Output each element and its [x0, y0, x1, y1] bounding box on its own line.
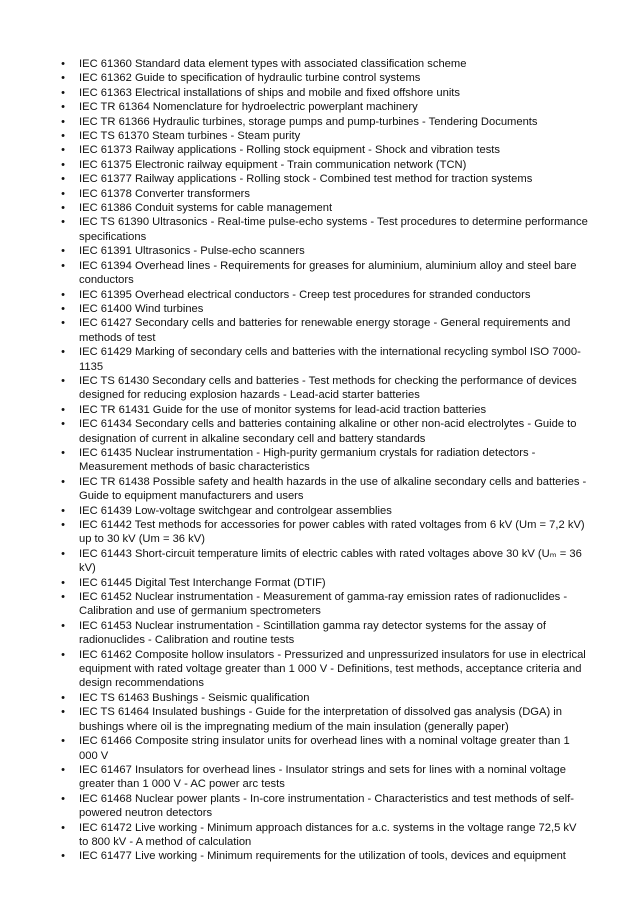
- list-item-text: IEC TS 61390 Ultrasonics - Real-time pulse-echo systems - Test procedures to determine performance specifications: [79, 216, 588, 243]
- list-item: [58, 302, 588, 316]
- bullet-icon: •: [61, 735, 65, 748]
- list-item-text: IEC 61467 Insulators for overhead lines - Insulator strings and sets for lines with a nominal voltage greater than 1 000 V - AC power arc tests: [79, 763, 566, 791]
- list-item: [58, 374, 588, 403]
- list-item: [58, 201, 588, 215]
- list-item: [58, 705, 588, 734]
- list-item-text: IEC 61443 Short-circuit temperature limits of electric cables with rated voltages above 30 kV (Uₘ = 36 kV): [79, 547, 582, 575]
- list-item: [58, 475, 588, 504]
- list-item: [58, 115, 588, 129]
- list-item-text: IEC 61395 Overhead electrical conductors - Creep test procedures for stranded conductors: [79, 288, 531, 301]
- bullet-icon: •: [61, 72, 65, 85]
- list-item-text: IEC 61429 Marking of secondary cells and batteries with the international recycling symbol ISO 7000-1135: [79, 346, 581, 373]
- list-item-text: IEC 61386 Conduit systems for cable management: [79, 202, 333, 215]
- bullet-icon: •: [61, 691, 65, 704]
- bullet-icon: •: [61, 418, 65, 431]
- list-item-text: IEC 61452 Nuclear instrumentation - Measurement of gamma-ray emission rates of radionuclides - Calibration and use of germanium spectrometers: [79, 591, 568, 618]
- list-item: [58, 763, 588, 792]
- list-item-text: IEC 61400 Wind turbines: [79, 302, 204, 315]
- bullet-icon: •: [61, 302, 65, 315]
- bullet-icon: •: [61, 763, 65, 776]
- list-item: [58, 849, 588, 863]
- list-item-text: IEC TR 61366 Hydraulic turbines, storage pumps and pump-turbines - Tendering Documents: [79, 115, 538, 128]
- bullet-icon: •: [61, 519, 65, 531]
- bullet-icon: •: [61, 547, 65, 560]
- list-item: [58, 215, 588, 244]
- list-item-text: IEC TR 61364 Nomenclature for hydroelectric powerplant machinery: [79, 101, 418, 114]
- list-item-text: IEC 61442 Test methods for accessories for power cables with rated voltages from 6 kV (Um = 7,2 kV) up to 30 kV (Um = 36 kV): [79, 519, 585, 546]
- list-item: [58, 143, 588, 157]
- list-item-text: IEC 61373 Railway applications - Rolling stock equipment - Shock and vibration tests: [79, 144, 500, 157]
- list-item-text: IEC TS 61464 Insulated bushings - Guide for the interpretation of dissolved gas analysis (DGA) in bushings where oil is the impregnating medium of the main insulation (generally paper): [79, 706, 562, 733]
- list-item: [58, 590, 588, 619]
- list-item-text: IEC 61434 Secondary cells and batteries containing alkaline or other non-acid electrolytes - Guide to designation of current in alkaline secondary cell and battery standards: [79, 418, 577, 445]
- list-item-text: IEC 61362 Guide to specification of hydraulic turbine control systems: [79, 72, 421, 85]
- list-item-text: IEC 61472 Live working - Minimum approach distances for a.c. systems in the voltage range 72,5 kV to 800 kV - A method of calculation: [79, 821, 577, 848]
- list-item-text: IEC 61477 Live working - Minimum requirements for the utilization of tools, devices and equipment: [79, 850, 566, 863]
- list-item: [58, 821, 588, 850]
- list-item: [58, 129, 588, 143]
- list-item: [58, 504, 588, 518]
- bullet-icon: •: [61, 259, 65, 272]
- bullet-icon: •: [61, 158, 65, 171]
- list-item-text: IEC 61445 Digital Test Interchange Format (DTIF): [79, 576, 326, 589]
- list-item-text: IEC 61435 Nuclear instrumentation - High-purity germanium crystals for radiation detectors - Measurement methods of basic characteristics: [79, 446, 536, 474]
- bullet-icon: •: [61, 706, 65, 719]
- list-item: [58, 518, 588, 547]
- list-item: [58, 734, 588, 763]
- list-item-text: IEC 61391 Ultrasonics - Pulse-echo scanners: [79, 245, 305, 258]
- list-item-text: IEC 61363 Electrical installations of ships and mobile and fixed offshore units: [79, 86, 461, 99]
- bullet-icon: •: [61, 144, 65, 157]
- bullet-icon: •: [61, 446, 65, 459]
- list-item-text: IEC TR 61438 Possible safety and health hazards in the use of alkaline secondary cells and batteries - Guide to equipment manufacturers and users: [79, 475, 587, 503]
- standards-list: [58, 57, 588, 864]
- bullet-icon: •: [61, 850, 65, 863]
- list-item: [58, 316, 588, 345]
- bullet-icon: •: [61, 475, 65, 488]
- list-item: [58, 576, 588, 590]
- bullet-icon: •: [61, 288, 65, 301]
- list-item-text: IEC 61394 Overhead lines - Requirements for greases for aluminium, aluminium alloy and steel bare conductors: [79, 259, 577, 287]
- list-item: [58, 792, 588, 821]
- list-item-text: IEC 61468 Nuclear power plants - In-core instrumentation - Characteristics and test methods of self-powered neutron detectors: [79, 792, 574, 820]
- bullet-icon: •: [61, 58, 65, 70]
- bullet-icon: •: [61, 792, 65, 805]
- list-item: [58, 244, 588, 258]
- list-item: [58, 259, 588, 288]
- bullet-icon: •: [61, 130, 65, 143]
- list-item: [58, 158, 588, 172]
- bullet-icon: •: [61, 115, 65, 128]
- list-item-text: IEC 61439 Low-voltage switchgear and controlgear assemblies: [79, 504, 392, 517]
- list-item: [58, 172, 588, 186]
- list-item: [58, 691, 588, 705]
- bullet-icon: •: [61, 216, 65, 229]
- bullet-icon: •: [61, 504, 65, 517]
- list-item: [58, 547, 588, 576]
- bullet-icon: •: [61, 245, 65, 258]
- list-item-text: IEC 61375 Electronic railway equipment - Train communication network (TCN): [79, 158, 467, 171]
- list-item-text: IEC TS 61463 Bushings - Seismic qualification: [79, 691, 310, 704]
- bullet-icon: •: [61, 374, 65, 387]
- list-item: [58, 100, 588, 114]
- list-item: [58, 403, 588, 417]
- list-item: [58, 288, 588, 302]
- list-item-text: IEC 61462 Composite hollow insulators - Pressurized and unpressurized insulators for use in electrical equipment with rated voltage greater than 1 000 V - Definitions, test methods, acceptance criteria and design recommendations: [79, 648, 586, 690]
- list-item: [58, 57, 588, 71]
- bullet-icon: •: [61, 187, 65, 200]
- bullet-icon: •: [61, 202, 65, 215]
- list-item-text: IEC 61427 Secondary cells and batteries for renewable energy storage - General requirements and methods of test: [79, 317, 571, 344]
- bullet-icon: •: [61, 403, 65, 416]
- list-item-text: IEC TR 61431 Guide for the use of monitor systems for lead-acid traction batteries: [79, 403, 487, 416]
- bullet-icon: •: [61, 317, 65, 330]
- list-item-text: IEC TS 61430 Secondary cells and batteries - Test methods for checking the performance of devices designed for reducing explosion hazards - Lead-acid starter batteries: [79, 374, 577, 402]
- list-item: [58, 417, 588, 446]
- bullet-icon: •: [61, 821, 65, 834]
- list-item: [58, 619, 588, 648]
- list-item: [58, 648, 588, 691]
- bullet-icon: •: [61, 619, 65, 632]
- list-item-text: IEC 61377 Railway applications - Rolling stock - Combined test method for traction systems: [79, 173, 533, 186]
- bullet-icon: •: [61, 648, 65, 661]
- bullet-icon: •: [61, 101, 65, 114]
- list-item-text: IEC 61378 Converter transformers: [79, 187, 250, 200]
- bullet-icon: •: [61, 86, 65, 99]
- bullet-icon: •: [61, 591, 65, 604]
- list-item: [58, 71, 588, 85]
- list-item-text: IEC 61466 Composite string insulator units for overhead lines with a nominal voltage greater than 1 000 V: [79, 735, 570, 762]
- list-item-text: IEC 61453 Nuclear instrumentation - Scintillation gamma ray detector systems for the assay of radionuclides - Calibration and routine tests: [79, 619, 546, 647]
- list-item: [58, 345, 588, 374]
- bullet-icon: •: [61, 346, 65, 359]
- list-item: [58, 187, 588, 201]
- bullet-icon: •: [61, 173, 65, 186]
- bullet-icon: •: [61, 576, 65, 589]
- list-item-text: IEC 61360 Standard data element types with associated classification scheme: [79, 58, 467, 70]
- list-item: [58, 86, 588, 100]
- list-item: [58, 446, 588, 475]
- list-item-text: IEC TS 61370 Steam turbines - Steam purity: [79, 130, 301, 143]
